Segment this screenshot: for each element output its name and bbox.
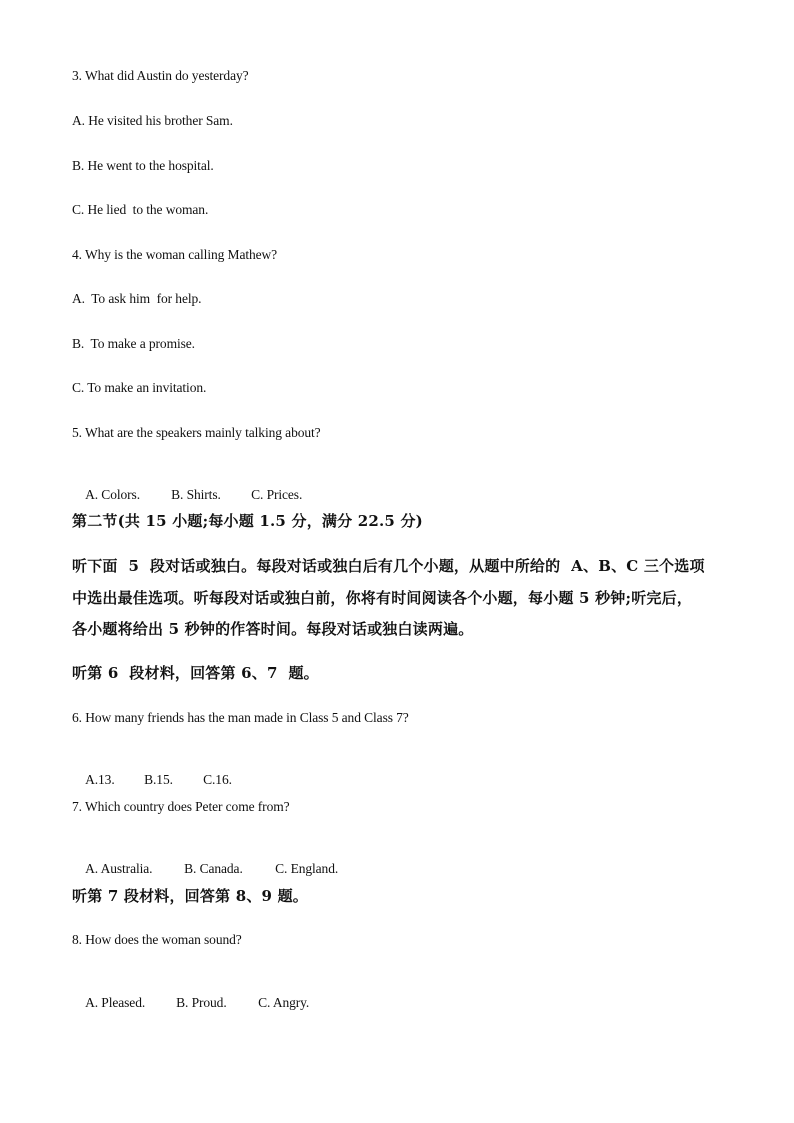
material-7-label: 听第 7 段材料，回答第 8、9 题。 <box>72 887 309 905</box>
question-5-stem: 5. What are the speakers mainly talking about? <box>72 425 321 440</box>
question-8-option-a: A. Pleased. <box>85 995 146 1010</box>
question-4-option-c: C. To make an invitation. <box>72 380 207 395</box>
question-8-options <box>72 976 732 1030</box>
section-2-instructions-line-3: 各小题将给出 5 秒钟的作答时间。每段对话或独白读两遍。 <box>72 620 474 638</box>
material-6-label: 听第 6 段材料，回答第 6、7 题。 <box>72 664 319 682</box>
question-3-option-c: C. He lied to the woman. <box>72 202 209 217</box>
question-3-option-b: B. He went to the hospital. <box>72 158 214 173</box>
question-7-option-c: C. England. <box>275 861 339 876</box>
question-6-option-a: A.13. <box>85 772 115 787</box>
question-6-option-c: C.16. <box>203 772 232 787</box>
question-4-stem: 4. Why is the woman calling Mathew? <box>72 247 278 262</box>
question-8-option-b: B. Proud. <box>176 995 227 1010</box>
question-6-option-b: B.15. <box>144 772 173 787</box>
question-8-option-c: C. Angry. <box>258 995 310 1010</box>
question-5-option-a: A. Colors. <box>85 487 140 502</box>
section-2-heading: 第二节(共 15 小题;每小题 1.5 分，满分 22.5 分) <box>72 512 423 530</box>
question-4-option-b: B. To make a promise. <box>72 336 195 351</box>
question-5-option-b: B. Shirts. <box>171 487 221 502</box>
question-4-option-a: A. To ask him for help. <box>72 291 202 306</box>
section-2-instructions-line-1: 听下面 5 段对话或独白。每段对话或独白后有几个小题，从题中所给的 A、B、C 三个选项 <box>72 557 705 575</box>
question-7-option-b: B. Canada. <box>184 861 243 876</box>
question-6-stem: 6. How many friends has the man made in Class 5 and Class 7? <box>72 710 409 725</box>
question-7-stem: 7. Which country does Peter come from? <box>72 799 290 814</box>
question-3-stem: 3. What did Austin do yesterday? <box>72 68 249 83</box>
question-5-option-c: C. Prices. <box>251 487 303 502</box>
question-8-stem: 8. How does the woman sound? <box>72 932 242 947</box>
section-2-instructions-line-2: 中选出最佳选项。听每段对话或独白前，你将有时间阅读各个小题，每小题 5 秒钟;听完后， <box>72 589 693 607</box>
question-7-option-a: A. Australia. <box>85 861 153 876</box>
question-3-option-a: A. He visited his brother Sam. <box>72 113 233 128</box>
